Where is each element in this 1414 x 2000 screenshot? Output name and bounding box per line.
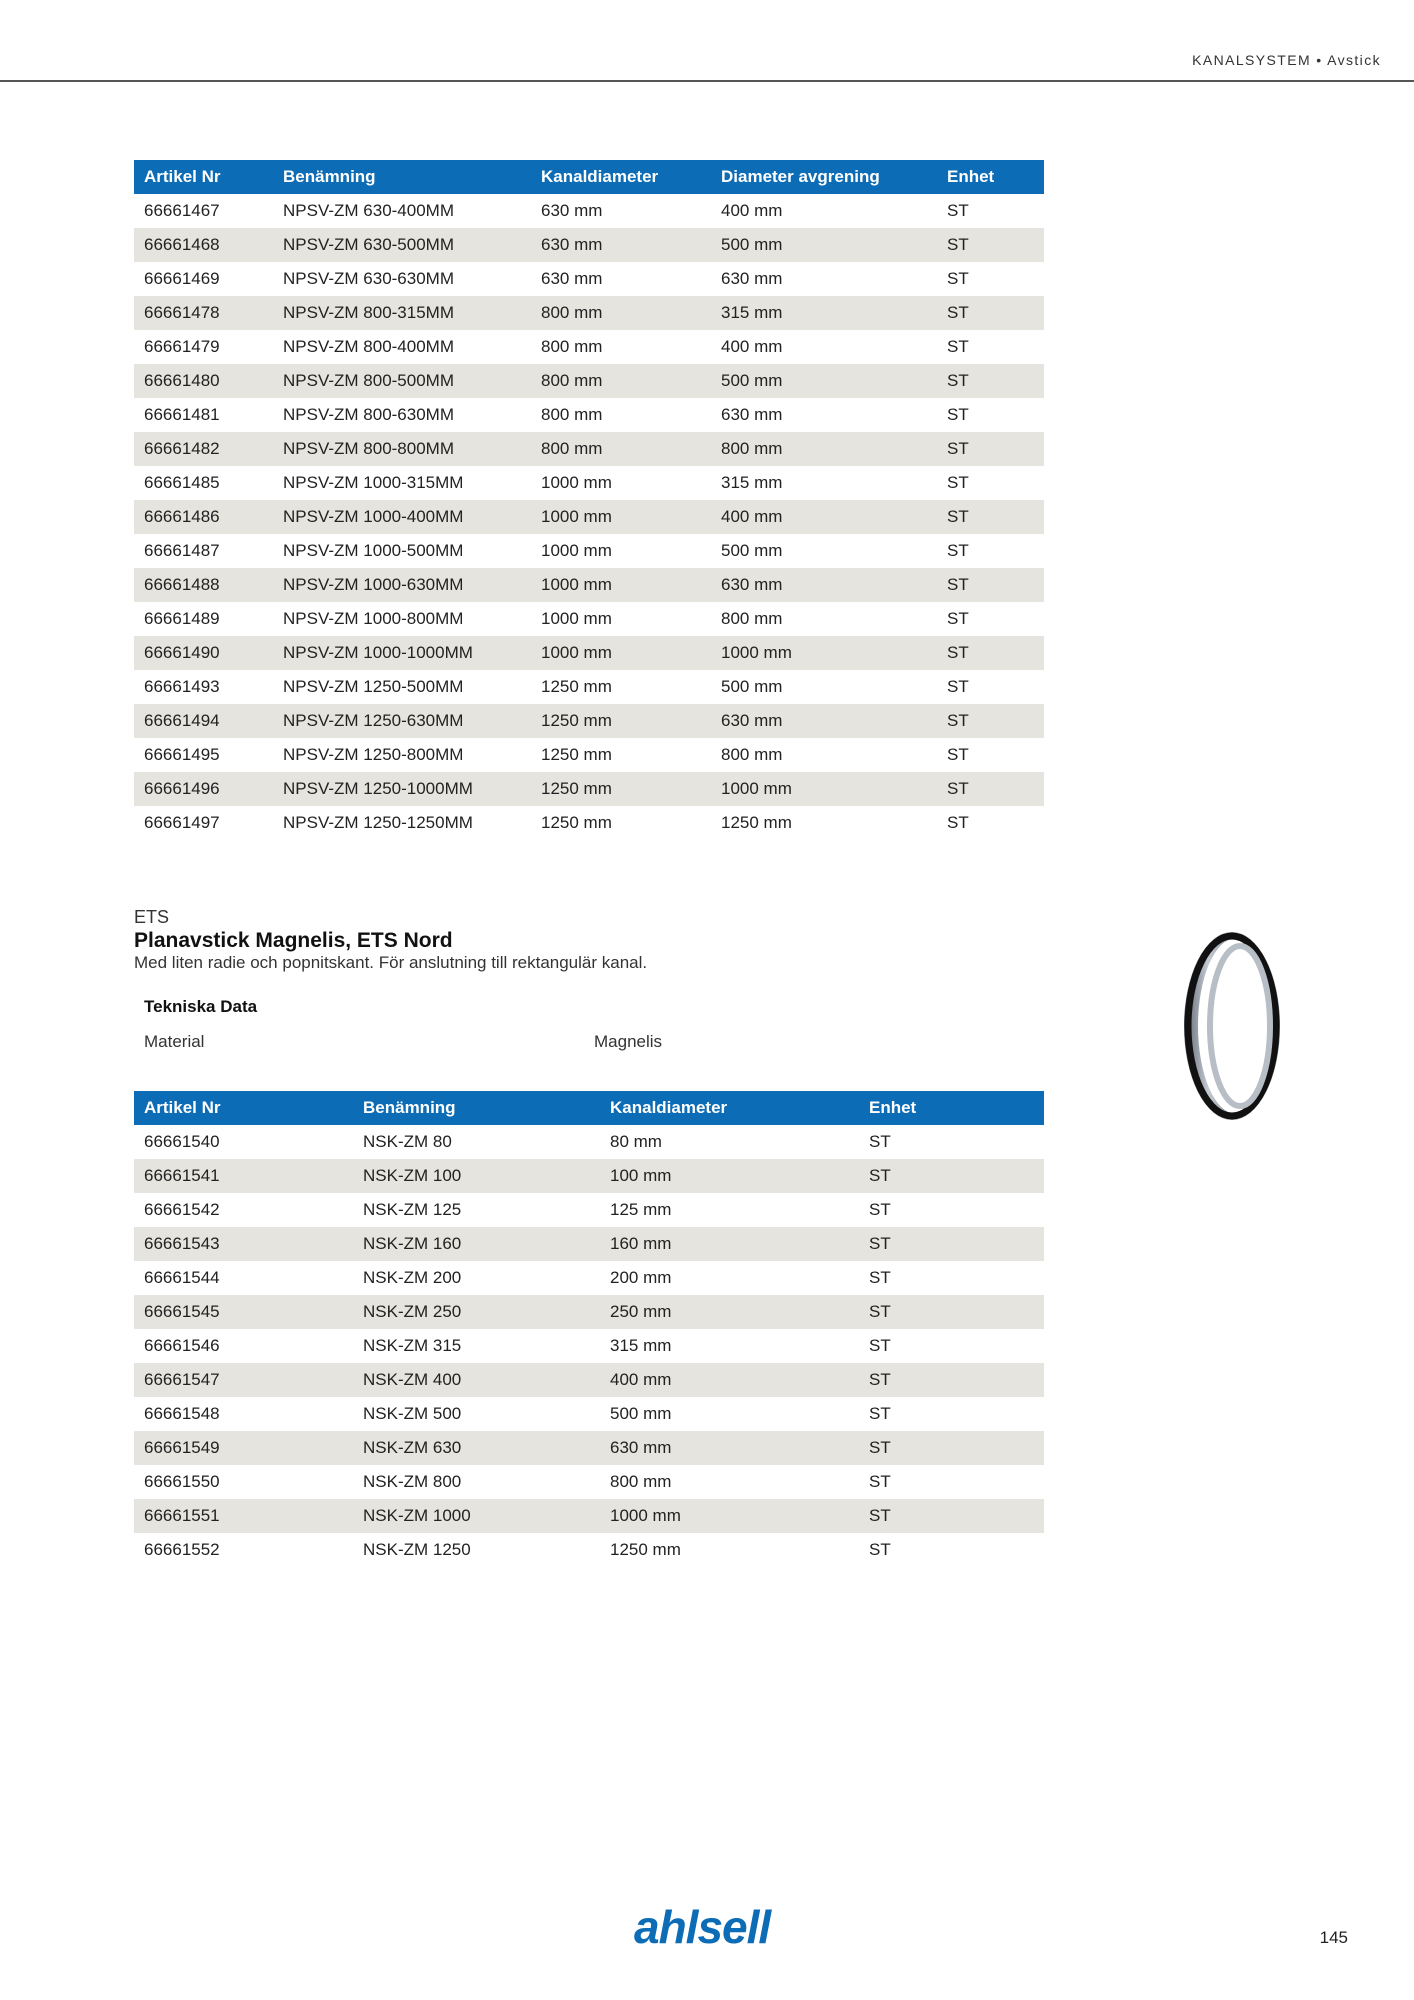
table-cell: NPSV-ZM 800-630MM: [283, 405, 454, 424]
table-cell: 1000 mm: [600, 1499, 859, 1533]
table-cell: 400 mm: [721, 337, 783, 356]
table-cell: 66661548: [144, 1404, 220, 1423]
table-cell: ST: [947, 337, 969, 356]
table-cell: 66661479: [144, 337, 220, 356]
table-cell: 1000 mm: [531, 568, 711, 602]
table-cell: 800 mm: [721, 609, 783, 628]
table-cell: ST: [869, 1132, 891, 1151]
table-cell: 66661496: [134, 772, 273, 806]
table-cell: 800 mm: [610, 1472, 672, 1491]
table-row: [134, 1125, 1044, 1159]
table-cell: 66661467: [144, 201, 220, 220]
table-cell: ST: [947, 201, 969, 220]
table-cell: 66661485: [144, 473, 220, 492]
section-header-label: KANALSYSTEM • Avstick: [1192, 52, 1381, 68]
table-cell: 250 mm: [600, 1295, 859, 1329]
table-cell: NPSV-ZM 1000-800MM: [283, 609, 464, 628]
table-cell: ST: [869, 1472, 891, 1491]
table-cell: 1000 mm: [711, 772, 937, 806]
table-row: [134, 602, 1044, 636]
table-cell: ST: [859, 1227, 1044, 1261]
table-cell: 1250 mm: [531, 772, 711, 806]
table-cell: NPSV-ZM 800-500MM: [273, 364, 531, 398]
column-header-benamning: Benämning: [273, 160, 531, 194]
table-cell: ST: [947, 813, 969, 832]
table-cell: 1250 mm: [541, 745, 612, 764]
table-cell: 1250 mm: [541, 677, 612, 696]
table-cell: 66661547: [134, 1363, 353, 1397]
table-cell: ST: [859, 1159, 1044, 1193]
table-cell: NSK-ZM 400: [353, 1363, 600, 1397]
table-row: [134, 1227, 1044, 1261]
table-cell: 66661494: [134, 704, 273, 738]
table-cell: 400 mm: [721, 201, 783, 220]
table-row: [134, 262, 1044, 296]
table-cell: ST: [859, 1295, 1044, 1329]
column-header-enhet: Enhet: [937, 160, 1044, 194]
table-cell: 66661546: [144, 1336, 220, 1355]
table-cell: NSK-ZM 315: [363, 1336, 462, 1355]
table-cell: NSK-ZM 630: [353, 1431, 600, 1465]
table-cell: NSK-ZM 80: [363, 1132, 452, 1151]
table-cell: 630 mm: [711, 568, 937, 602]
table-cell: 500 mm: [610, 1404, 672, 1423]
page-number: 145: [1319, 1928, 1348, 1947]
table-cell: NSK-ZM 250: [353, 1295, 600, 1329]
table-row: [134, 364, 1044, 398]
table-cell: 1250 mm: [531, 704, 711, 738]
table-cell: NPSV-ZM 1250-1250MM: [283, 813, 473, 832]
table-cell: 630 mm: [541, 201, 603, 220]
table-row: [134, 1261, 1044, 1295]
table-cell: 1250 mm: [610, 1540, 681, 1559]
table-row: [134, 228, 1044, 262]
table-row: [134, 636, 1044, 670]
table-cell: NPSV-ZM 1000-315MM: [283, 473, 464, 492]
table-cell: 66661497: [144, 813, 220, 832]
table-row: [134, 670, 1044, 704]
table-cell: NPSV-ZM 1250-800MM: [283, 745, 464, 764]
table-cell: 1250 mm: [721, 813, 792, 832]
table-row: [134, 568, 1044, 602]
table-cell: NPSV-ZM 800-315MM: [273, 296, 531, 330]
table-cell: 315 mm: [610, 1336, 672, 1355]
table-cell: ST: [937, 568, 1044, 602]
table-cell: ST: [937, 364, 1044, 398]
table-cell: 630 mm: [541, 269, 603, 288]
table-cell: ST: [947, 473, 969, 492]
table-cell: ST: [947, 405, 969, 424]
table-cell: 800 mm: [541, 405, 603, 424]
table-cell: NPSV-ZM 1250-1000MM: [273, 772, 531, 806]
table-cell: 1000 mm: [711, 636, 937, 670]
table-cell: ST: [859, 1499, 1044, 1533]
table-cell: NPSV-ZM 1000-1000MM: [273, 636, 531, 670]
table-cell: NPSV-ZM 1000-500MM: [283, 541, 464, 560]
table-cell: ST: [947, 745, 969, 764]
table-cell: 1000 mm: [531, 500, 711, 534]
table-row: [134, 432, 1044, 466]
table-cell: ST: [937, 432, 1044, 466]
table-row: [134, 1465, 1044, 1499]
table-cell: 160 mm: [600, 1227, 859, 1261]
material-value: Magnelis: [594, 1032, 663, 1051]
table-cell: ST: [937, 772, 1044, 806]
table-row: [134, 806, 1044, 840]
table-cell: 66661481: [144, 405, 220, 424]
table-row: [134, 1295, 1044, 1329]
table-cell: ST: [859, 1431, 1044, 1465]
table-row: [134, 1193, 1044, 1227]
table-cell: 66661540: [144, 1132, 220, 1151]
column-header-enhet: Enhet: [859, 1091, 1044, 1125]
table-cell: 66661480: [134, 364, 273, 398]
table-row: [134, 1431, 1044, 1465]
table-cell: NPSV-ZM 800-400MM: [283, 337, 454, 356]
table-cell: NPSV-ZM 1250-630MM: [273, 704, 531, 738]
table-cell: NPSV-ZM 630-630MM: [283, 269, 454, 288]
table-cell: 1250 mm: [541, 813, 612, 832]
table-cell: ST: [869, 1336, 891, 1355]
table-cell: 500 mm: [721, 541, 783, 560]
table-cell: ST: [869, 1404, 891, 1423]
table-cell: ST: [937, 500, 1044, 534]
table-row: [134, 398, 1044, 432]
table-cell: 800 mm: [541, 337, 603, 356]
table-cell: 66661552: [144, 1540, 220, 1559]
table-row: [134, 296, 1044, 330]
table-cell: 100 mm: [600, 1159, 859, 1193]
column-header-artikel-nr: Artikel Nr: [134, 160, 273, 194]
table-cell: 66661545: [134, 1295, 353, 1329]
column-header-artikel-nr: Artikel Nr: [134, 1091, 353, 1125]
column-header-diameter-avgrening: Diameter avgrening: [711, 160, 937, 194]
table-cell: 500 mm: [711, 364, 937, 398]
table-cell: NSK-ZM 100: [353, 1159, 600, 1193]
table-row: [134, 1533, 1044, 1567]
table-cell: 1000 mm: [541, 473, 612, 492]
table-cell: 400 mm: [711, 500, 937, 534]
product-table-npsv: [134, 160, 1044, 840]
material-label: Material: [144, 1032, 205, 1051]
table-row: [134, 534, 1044, 568]
table-row: [134, 330, 1044, 364]
table-cell: 315 mm: [711, 296, 937, 330]
table-cell: 66661543: [134, 1227, 353, 1261]
table-cell: ST: [947, 541, 969, 560]
table-cell: NPSV-ZM 630-500MM: [273, 228, 531, 262]
table-cell: NSK-ZM 500: [363, 1404, 462, 1423]
table-cell: ST: [859, 1363, 1044, 1397]
table-cell: 1000 mm: [531, 636, 711, 670]
table-cell: 66661495: [144, 745, 220, 764]
table-cell: 66661493: [144, 677, 220, 696]
table-row: [134, 1363, 1044, 1397]
table-cell: NPSV-ZM 1000-630MM: [273, 568, 531, 602]
table-cell: 800 mm: [531, 364, 711, 398]
table-cell: 800 mm: [531, 432, 711, 466]
table-cell: 66661551: [134, 1499, 353, 1533]
section-code: ETS: [134, 907, 170, 927]
table-cell: ST: [947, 269, 969, 288]
table-cell: NSK-ZM 200: [363, 1268, 462, 1287]
table-cell: 500 mm: [711, 228, 937, 262]
table-cell: 630 mm: [711, 704, 937, 738]
table-row: [134, 466, 1044, 500]
table-cell: 66661550: [144, 1472, 220, 1491]
table-row: [134, 1397, 1044, 1431]
table-cell: NSK-ZM 160: [353, 1227, 600, 1261]
table-cell: 1000 mm: [541, 541, 612, 560]
table-row: [134, 772, 1044, 806]
table-row: [134, 738, 1044, 772]
table-cell: 66661487: [144, 541, 220, 560]
table-cell: 315 mm: [721, 473, 783, 492]
table-cell: NPSV-ZM 1250-500MM: [283, 677, 464, 696]
table-cell: 66661488: [134, 568, 273, 602]
table-cell: ST: [937, 296, 1044, 330]
column-header-kanaldiameter: Kanaldiameter: [531, 160, 711, 194]
table-row: [134, 194, 1044, 228]
table-cell: 800 mm: [721, 745, 783, 764]
table-cell: 66661490: [134, 636, 273, 670]
table-cell: 66661544: [144, 1268, 220, 1287]
tech-data-title: Tekniska Data: [144, 997, 258, 1016]
table-cell: 66661469: [144, 269, 220, 288]
table-cell: 500 mm: [721, 677, 783, 696]
table-cell: 66661542: [144, 1200, 220, 1219]
table-cell: 630 mm: [531, 228, 711, 262]
table-cell: NPSV-ZM 630-400MM: [283, 201, 454, 220]
table-row: [134, 1329, 1044, 1363]
table-cell: 800 mm: [711, 432, 937, 466]
table-cell: 66661489: [144, 609, 220, 628]
product-table-nsk: [134, 1091, 1044, 1567]
table-cell: NSK-ZM 800: [363, 1472, 462, 1491]
table-row: [134, 1159, 1044, 1193]
column-header-kanaldiameter: Kanaldiameter: [600, 1091, 859, 1125]
table-cell: 66661478: [134, 296, 273, 330]
table-row: [134, 1499, 1044, 1533]
table-cell: 1000 mm: [541, 609, 612, 628]
table-cell: NSK-ZM 125: [363, 1200, 462, 1219]
table-cell: 80 mm: [610, 1132, 662, 1151]
table-cell: NSK-ZM 1000: [353, 1499, 600, 1533]
table-cell: 400 mm: [600, 1363, 859, 1397]
table-cell: 630 mm: [721, 269, 783, 288]
table-cell: 630 mm: [600, 1431, 859, 1465]
table-cell: 800 mm: [531, 296, 711, 330]
section-description: Med liten radie och popnitskant. För anslutning till rektangulär kanal.: [134, 953, 648, 972]
table-header-row: [134, 1091, 1044, 1125]
duct-connector-ring-icon: [1174, 928, 1290, 1124]
table-cell: ST: [937, 228, 1044, 262]
section-title: Planavstick Magnelis, ETS Nord: [134, 929, 453, 952]
table-cell: 66661541: [134, 1159, 353, 1193]
column-header-benamning: Benämning: [353, 1091, 600, 1125]
table-cell: 66661549: [134, 1431, 353, 1465]
table-cell: NPSV-ZM 800-800MM: [273, 432, 531, 466]
header-divider: [0, 80, 1414, 82]
table-cell: 66661482: [134, 432, 273, 466]
table-cell: 66661468: [134, 228, 273, 262]
ahlsell-logo: ahlsell: [634, 1901, 771, 1953]
table-cell: ST: [869, 1540, 891, 1559]
table-cell: 630 mm: [721, 405, 783, 424]
table-cell: 66661486: [134, 500, 273, 534]
table-cell: ST: [869, 1200, 891, 1219]
table-cell: ST: [947, 609, 969, 628]
table-cell: ST: [937, 636, 1044, 670]
table-cell: 125 mm: [610, 1200, 672, 1219]
table-cell: ST: [869, 1268, 891, 1287]
table-row: [134, 500, 1044, 534]
table-cell: NPSV-ZM 1000-400MM: [273, 500, 531, 534]
table-header-row: [134, 160, 1044, 194]
table-cell: ST: [937, 704, 1044, 738]
table-cell: ST: [947, 677, 969, 696]
table-row: [134, 704, 1044, 738]
table-cell: 200 mm: [610, 1268, 672, 1287]
table-cell: NSK-ZM 1250: [363, 1540, 471, 1559]
